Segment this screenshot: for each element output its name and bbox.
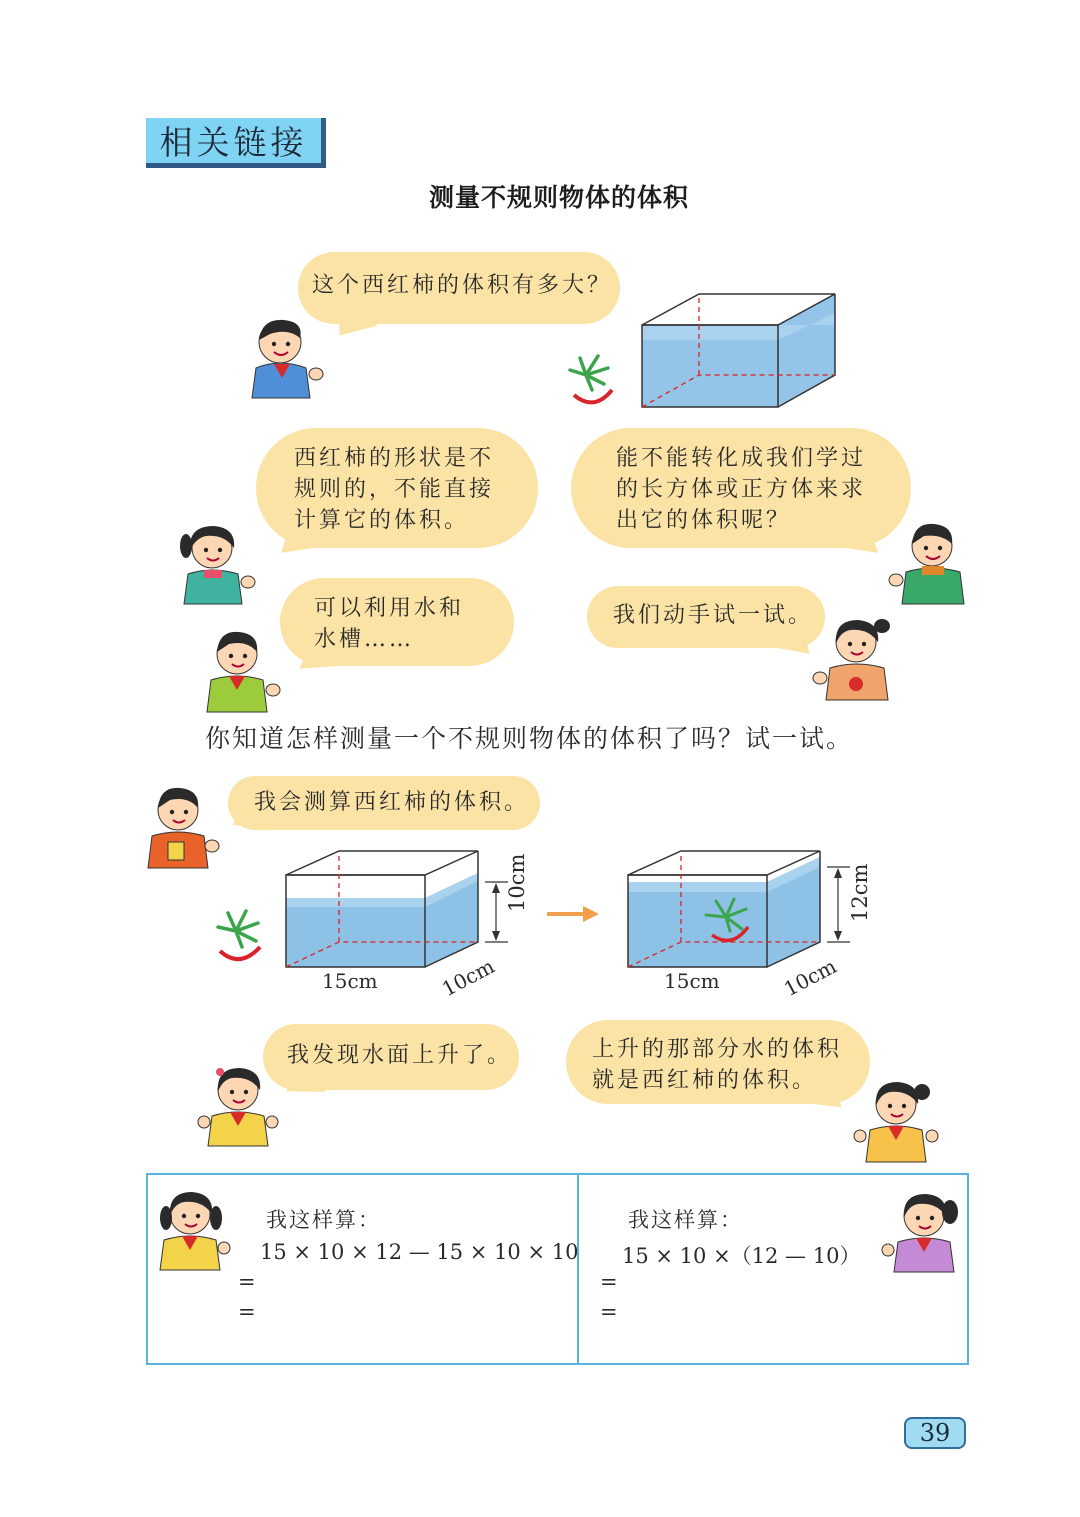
right-width-label: 10cm [780,953,841,1002]
bubble-7-text: 我发现水面上升了。 [287,1043,513,1068]
bubble-2-line-2: 规则的，不能直接 [294,477,495,502]
bubble-3-line-2: 的长方体或正方体来求 [616,477,867,502]
girl-character-5 [156,1188,232,1272]
bubble-5-text: 我们动手试一试。 [613,603,814,628]
tomato-icon [564,350,624,410]
left-calc-equals-2: = [238,1300,258,1324]
speech-bubble-5 [587,586,825,648]
boy-character-2 [888,522,968,606]
girl-character-4 [854,1078,938,1164]
speech-bubble-4 [280,578,514,666]
section-tag: 相关链接 [146,118,326,168]
bubble-4-line-2: 水槽…… [314,627,415,652]
question-text: 你知道怎样测量一个不规则物体的体积了吗？试一试。 [205,724,854,753]
speech-bubble-8 [566,1020,870,1104]
right-calc-equals-1: = [600,1270,620,1294]
bubble-8-line-2: 就是西红柿的体积。 [592,1068,818,1093]
left-length-label: 15cm [322,969,378,993]
calculation-divider [577,1173,579,1365]
girl-character-3 [198,1064,280,1148]
bubble-2-line-3: 计算它的体积。 [294,508,470,533]
speech-bubble-3 [571,428,911,548]
left-calc-title: 我这样算： [266,1208,381,1232]
arrow-right-icon [545,903,601,925]
boy-character-4 [146,786,226,870]
page-number: 39 [904,1417,966,1449]
bubble-4-line-1: 可以利用水和 [314,596,465,621]
bubble-3-line-1: 能不能转化成我们学过 [616,446,867,471]
speech-bubble-6 [228,776,540,830]
bubble-2-line-1: 西红柿的形状是不 [294,446,495,471]
left-width-label: 10cm [438,953,499,1002]
left-height-label: 10cm [505,853,529,912]
page-heading: 测量不规则物体的体积 [428,183,689,212]
bubble-3-line-3: 出它的体积呢？ [616,508,792,533]
speech-bubble-2 [256,428,538,548]
right-calc-expression: 15 × 10 ×（12 — 10） [622,1244,861,1268]
left-calc-equals-1: = [238,1270,258,1294]
right-height-label: 12cm [848,863,872,922]
bubble-6-text: 我会测算西红柿的体积。 [254,790,530,815]
right-calc-equals-2: = [600,1300,620,1324]
water-tank-after [622,845,882,995]
tomato-icon [212,905,272,969]
girl-character-2 [812,616,892,702]
bubble-8-line-1: 上升的那部分水的体积 [592,1037,843,1062]
bubble-1-text: 这个西红柿的体积有多大？ [312,273,613,298]
right-calc-title: 我这样算： [628,1208,743,1232]
water-tank-before [280,845,540,995]
boy-character-3 [205,630,285,714]
left-calc-expression: 15 × 10 × 12 — 15 × 10 × 10 [260,1240,579,1264]
girl-character-1 [180,524,260,606]
girl-character-6 [880,1190,960,1274]
boy-character-1 [248,318,328,400]
right-length-label: 15cm [664,969,720,993]
speech-bubble-7 [263,1024,519,1090]
